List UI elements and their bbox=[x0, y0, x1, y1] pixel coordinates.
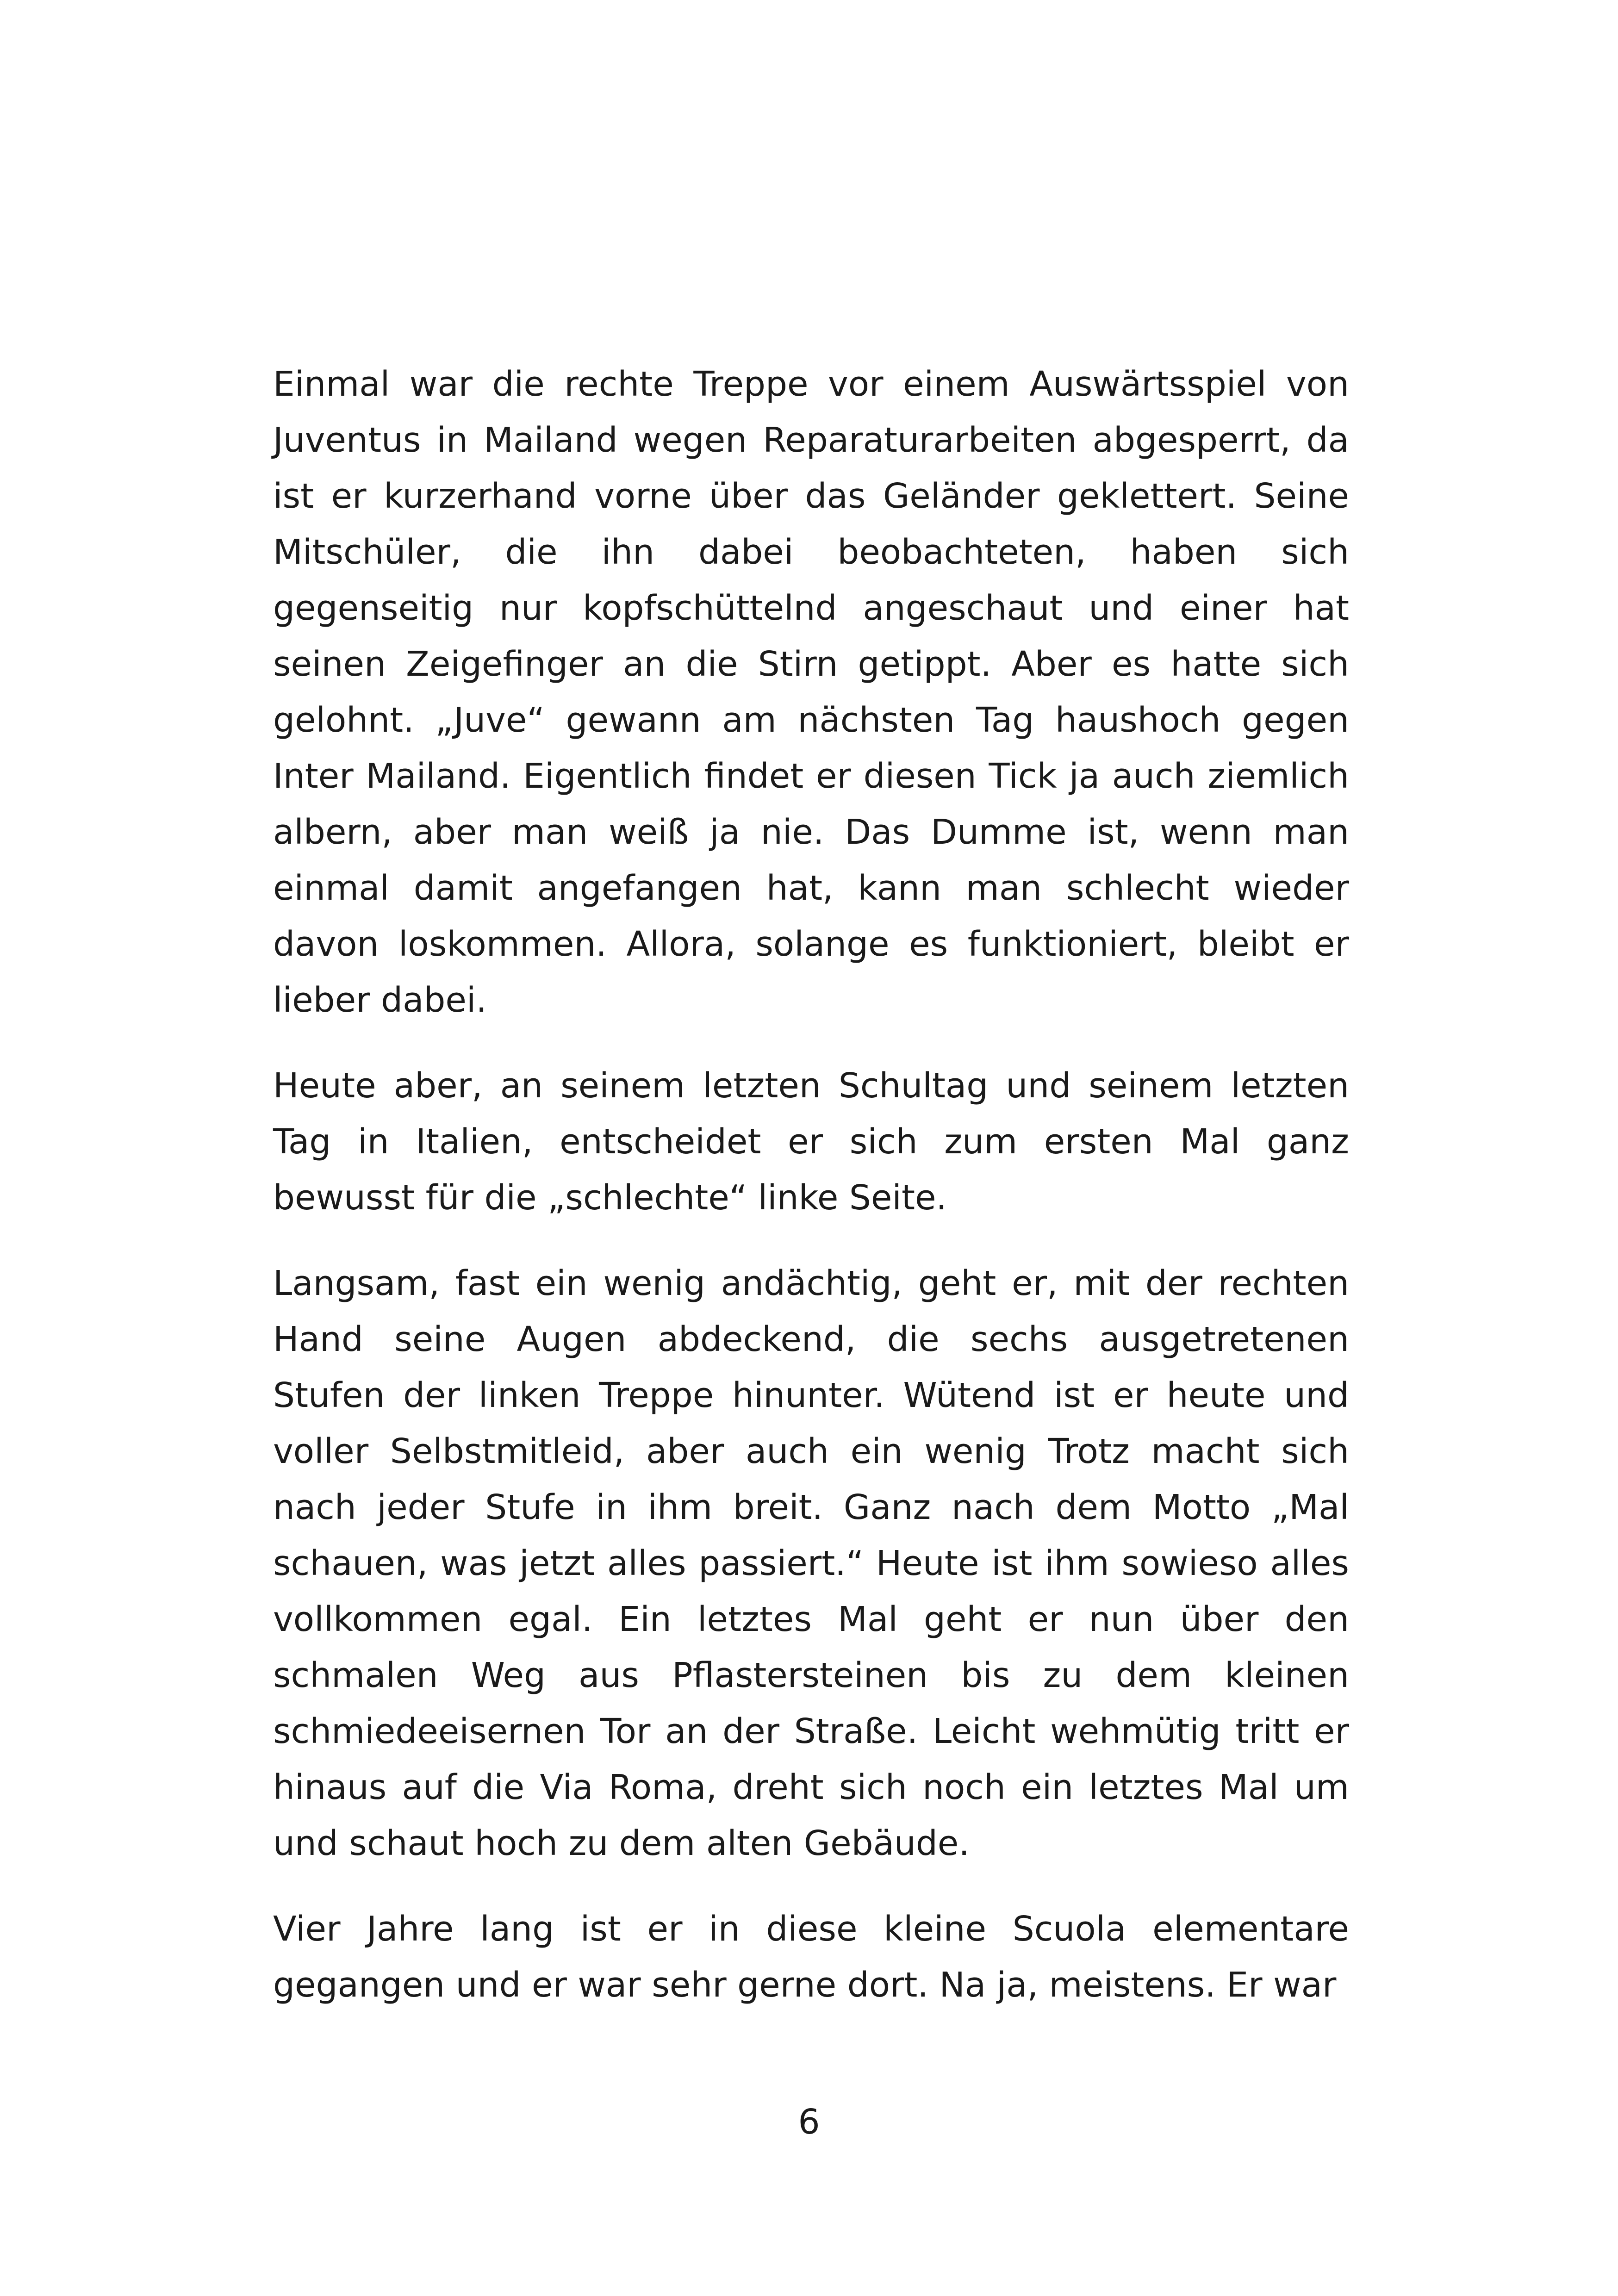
paragraph-3: Langsam, fast ein wenig andächtig, geht er, mit der rechten Hand seine Augen abdeckend, die sechs ausgetretenen Stufen der linken Treppe hinunter. Wütend ist er heute und voller Selbstmitleid, aber auch ein wenig Trotz macht sich nach jeder Stufe in ihm breit. Ganz nach dem Motto „Mal schauen, was jetzt alles passiert.“ Heute ist ihm sowieso alles vollkommen egal. Ein letztes Mal geht er nun über den schmalen Weg aus Pflastersteinen bis zu dem kleinen schmiedeeisernen Tor an der Straße. Leicht wehmütig tritt er hinaus auf die Via Roma, dreht sich noch ein letztes Mal um und schaut hoch zu dem alten Gebäude. bbox=[273, 1263, 1349, 1863]
paragraph-1: Einmal war die rechte Treppe vor einem Auswärtsspiel von Juventus in Mailand wegen Reparaturarbeiten abgesperrt, da ist er kurzerhand vorne über das Geländer geklettert. Seine Mitschüler, die ihn dabei beobachteten, haben sich gegenseitig nur kopfschüttelnd angeschaut und einer hat seinen Zeigefinger an die Stirn getippt. Aber es hatte sich gelohnt. „Juve“ gewann am nächsten Tag haushoch gegen Inter Mailand. Eigentlich findet er diesen Tick ja auch ziemlich albern, aber man weiß ja nie. Das Dumme ist, wenn man einmal damit angefangen hat, kann man schlecht wieder davon loskommen. Allora, solange es funktioniert, bleibt er lieber dabei. bbox=[273, 364, 1349, 1020]
body-text bbox=[273, 356, 1349, 2013]
page-number: 6 bbox=[798, 2102, 820, 2142]
paragraph-4: Vier Jahre lang ist er in diese kleine Scuola elementare gegangen und er war sehr gerne dort. Na ja, meistens. Er war bbox=[273, 1909, 1349, 2005]
paragraph-2: Heute aber, an seinem letzten Schultag und seinem letzten Tag in Italien, entscheidet er sich zum ersten Mal ganz bewusst für die „schlechte“ linke Seite. bbox=[273, 1066, 1349, 1218]
